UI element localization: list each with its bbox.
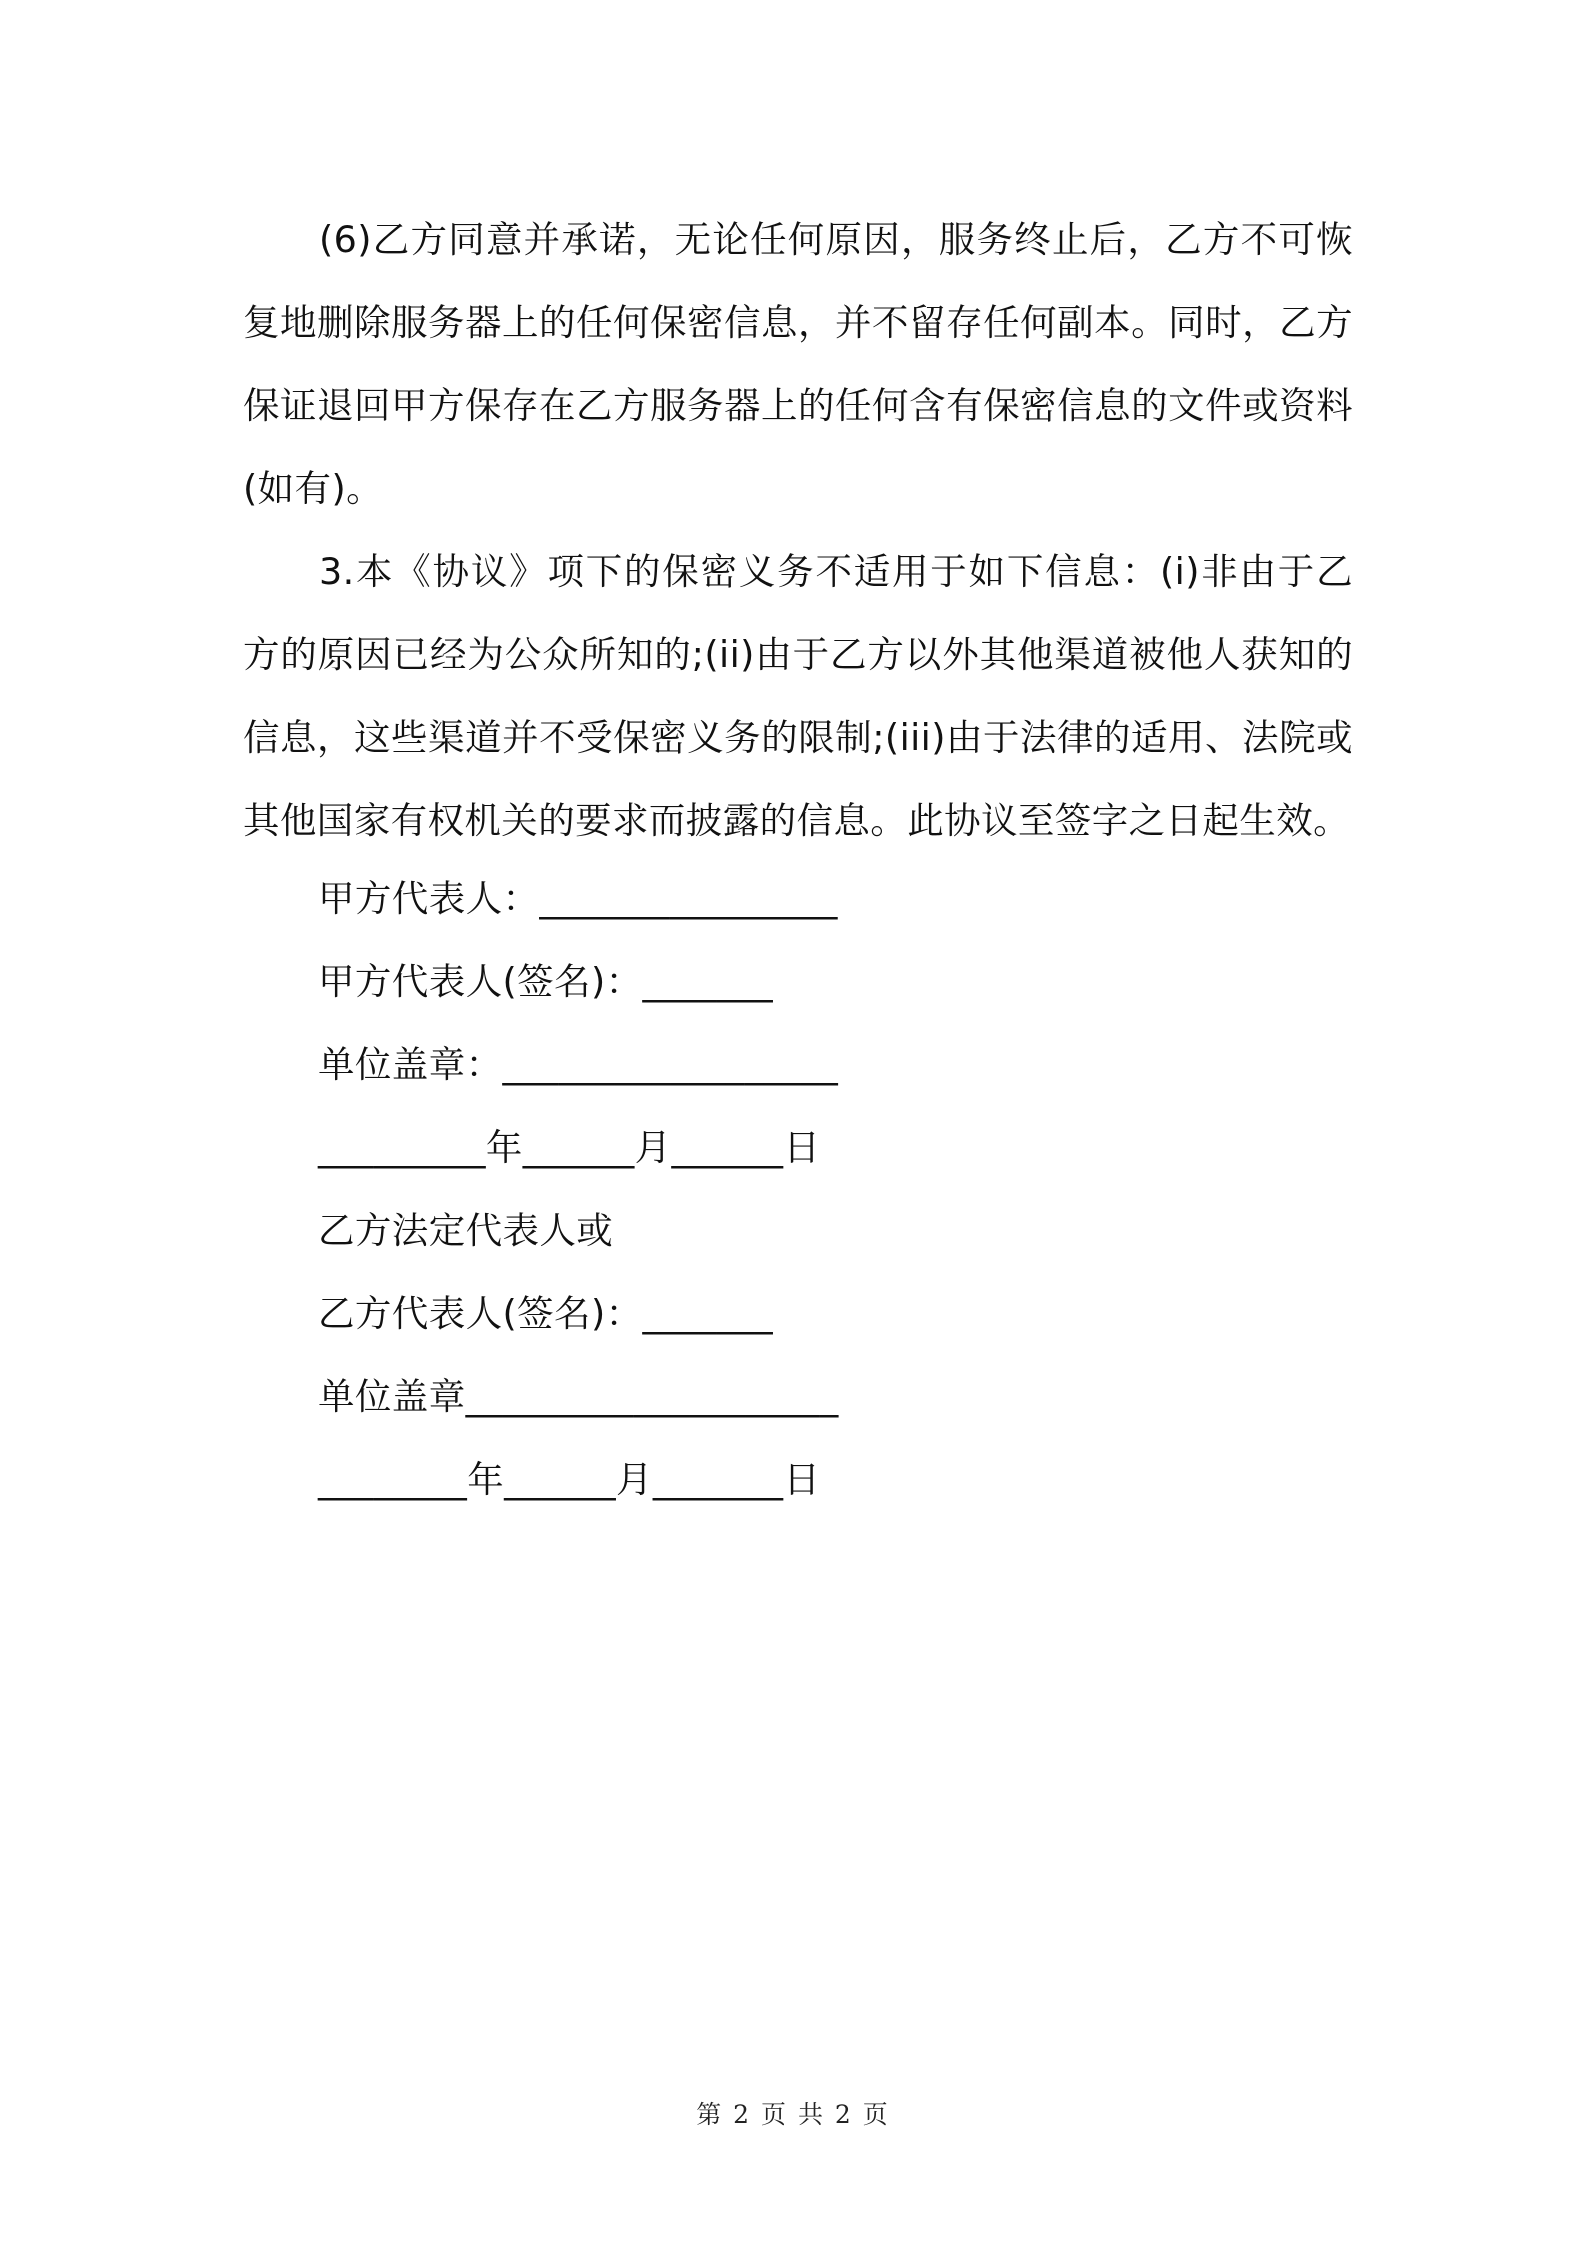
paragraph-clause-3: 3.本《协议》项下的保密义务不适用于如下信息：(i)非由于乙方的原因已经为公众所知的;(ii)由于乙方以外其他渠道被他人获知的信息，这些渠道并不受保密义务的限制;(iii)由于法律的适用、法院或其他国家有权机关的要求而披露的信息。此协议至签字之日起生效。 [243,550,1353,842]
party-a-signature-line: 甲方代表人(签名)：_______ [318,960,774,1003]
party-a-date-line: _________年______月______日 [318,1126,821,1169]
signature-block [318,857,1218,1521]
party-b-seal-line: 单位盖章____________________ [318,1375,839,1418]
party-b-signature-line: 乙方代表人(签名)：_______ [318,1292,774,1335]
party-a-representative-line: 甲方代表人：________________ [318,877,838,920]
document-body [243,198,1353,862]
party-a-seal-line: 单位盖章：__________________ [318,1043,839,1086]
paragraph-clause-6: (6)乙方同意并承诺，无论任何原因，服务终止后，乙方不可恢复地删除服务器上的任何保密信息，并不留存任何副本。同时，乙方保证退回甲方保存在乙方服务器上的任何含有保密信息的文件或资料(如有)。 [243,218,1353,510]
page-footer: 第 2 页 共 2 页 [696,2100,890,2129]
party-b-date-line: ________年______月_______日 [318,1458,821,1501]
party-b-legal-rep-line: 乙方法定代表人或 [318,1209,614,1252]
